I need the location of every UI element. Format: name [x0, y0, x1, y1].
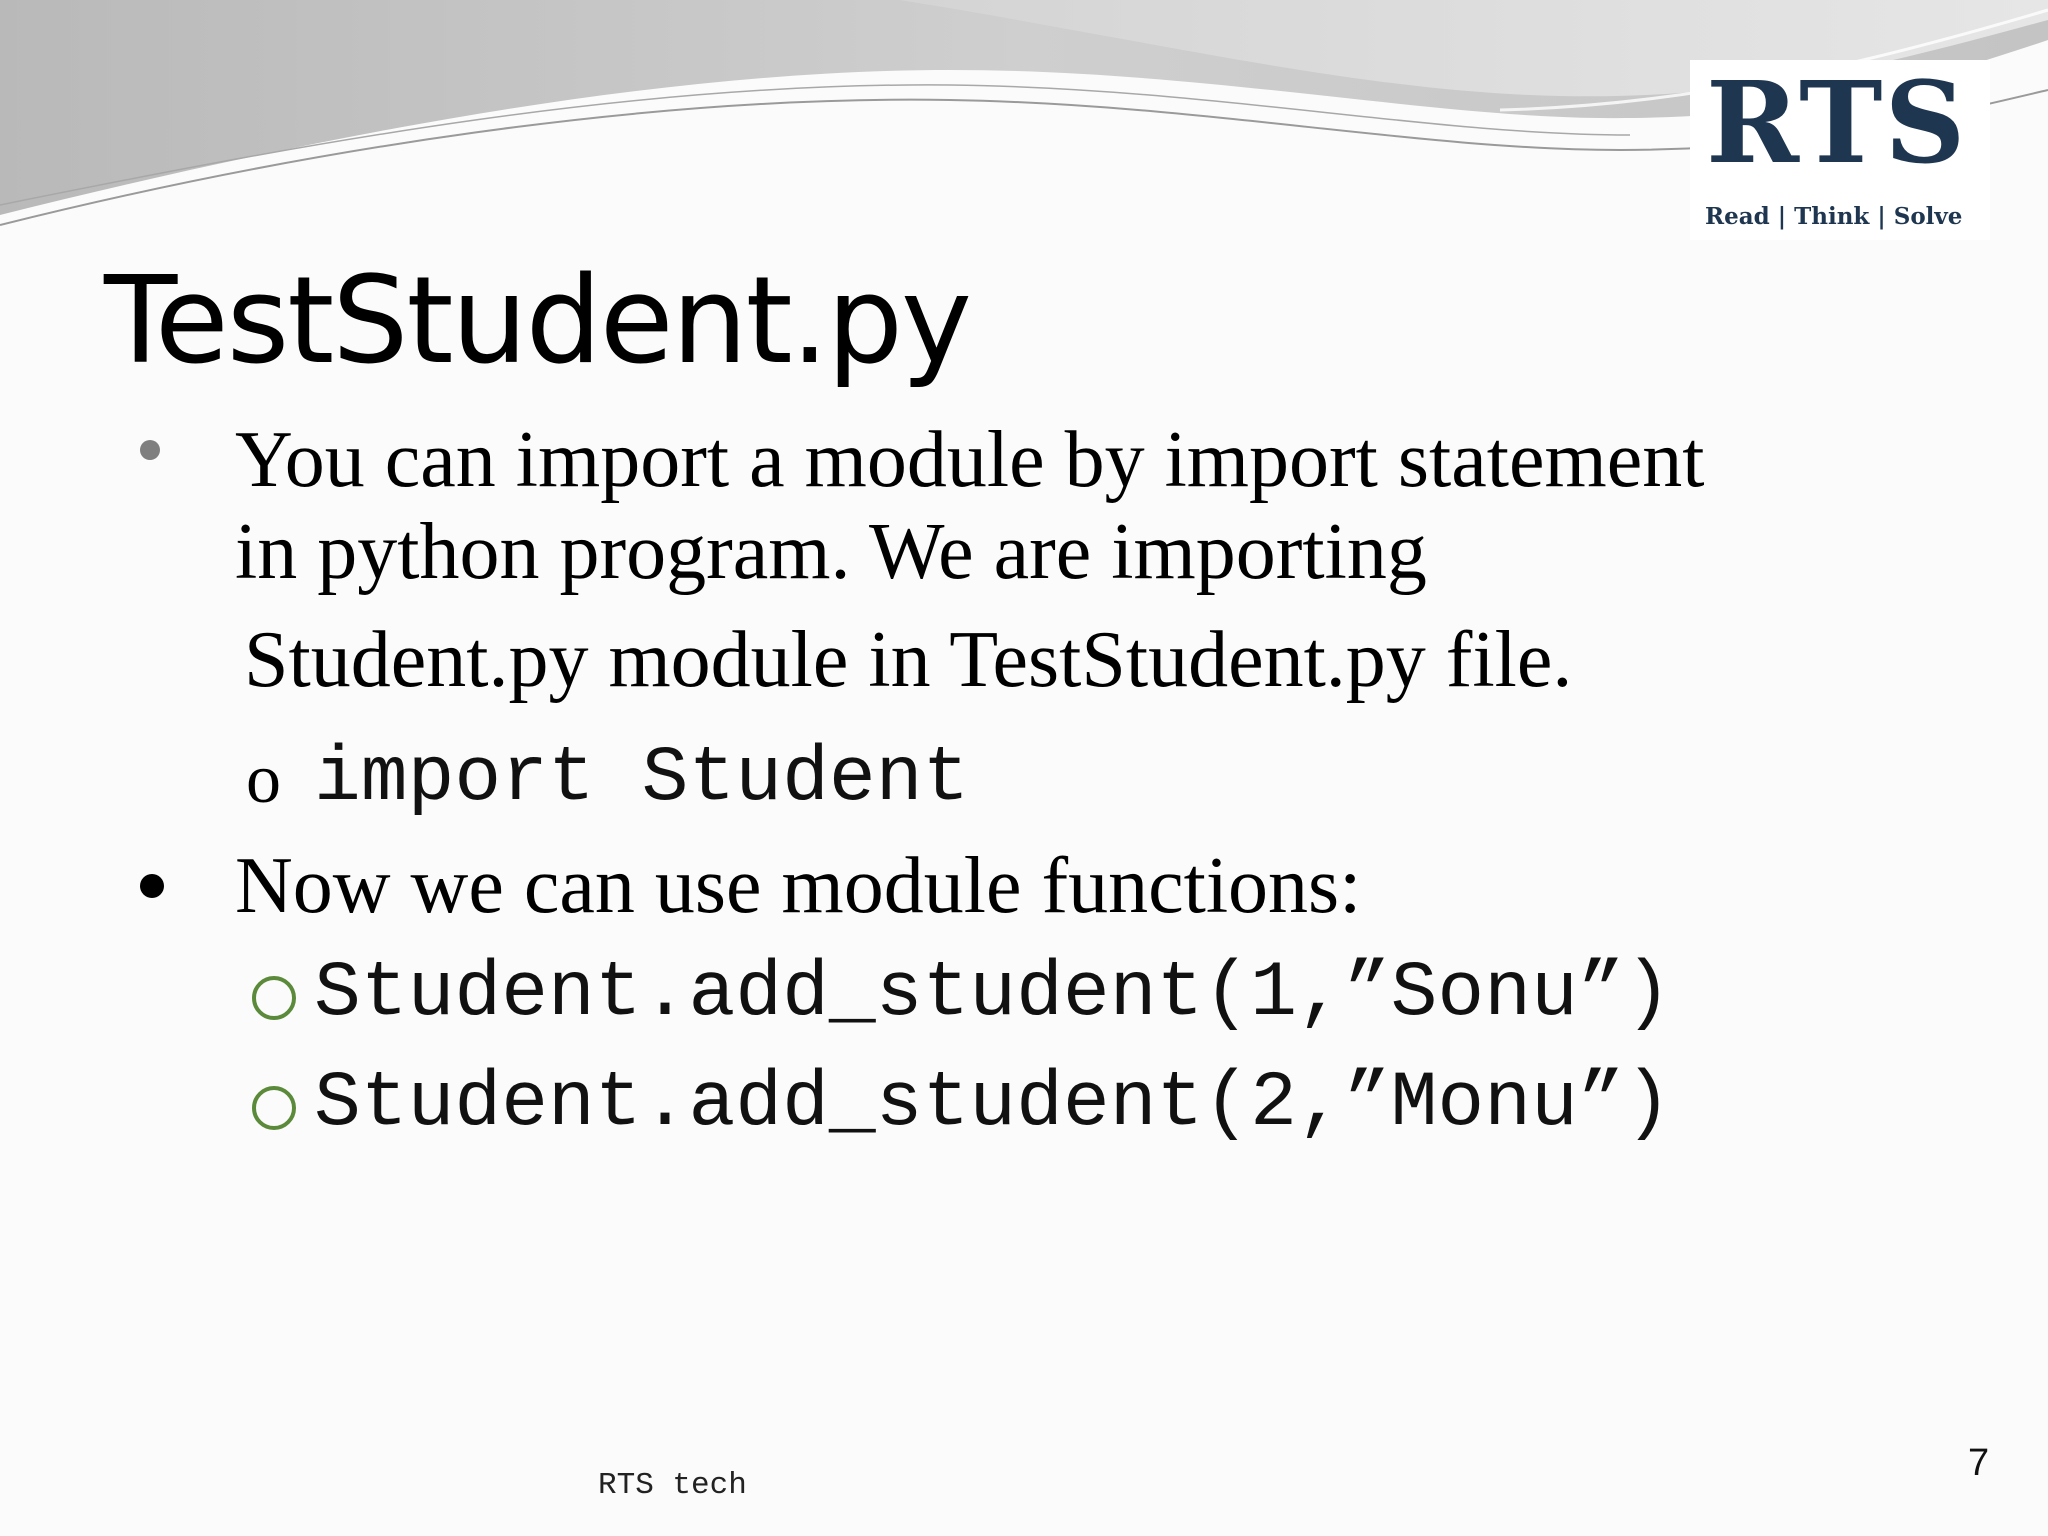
- sub-bullet-circle-icon: [252, 976, 296, 1020]
- bullet2-text: Now we can use module functions:: [235, 842, 1362, 930]
- bullet-dot-icon: [140, 874, 164, 898]
- rts-logo: [1690, 60, 1990, 240]
- bullet1-line-1: You can import a module by import statement: [235, 416, 1705, 504]
- page-number: 7: [1968, 1442, 1990, 1484]
- bullet1-line-2: in python program. We are importing: [235, 508, 1427, 596]
- footer-text: RTS tech: [598, 1468, 747, 1503]
- code-import-student: import Student: [314, 735, 970, 823]
- bullet1-line-3: Student.py module in TestStudent.py file.: [244, 616, 1573, 704]
- code-add-student-1: Student.add_student(1,”Sonu”): [314, 950, 1672, 1038]
- logo-tagline: Read | Think | Solve: [1705, 203, 1963, 230]
- sub-bullet-o-icon: o: [246, 741, 281, 818]
- sub-bullet-circle-icon: [252, 1086, 296, 1130]
- logo-wordmark: RTS: [1706, 58, 1968, 189]
- code-add-student-2: Student.add_student(2,”Monu”): [314, 1060, 1672, 1148]
- slide-title: TestStudent.py: [104, 252, 971, 391]
- bullet-dot-icon: [140, 440, 160, 460]
